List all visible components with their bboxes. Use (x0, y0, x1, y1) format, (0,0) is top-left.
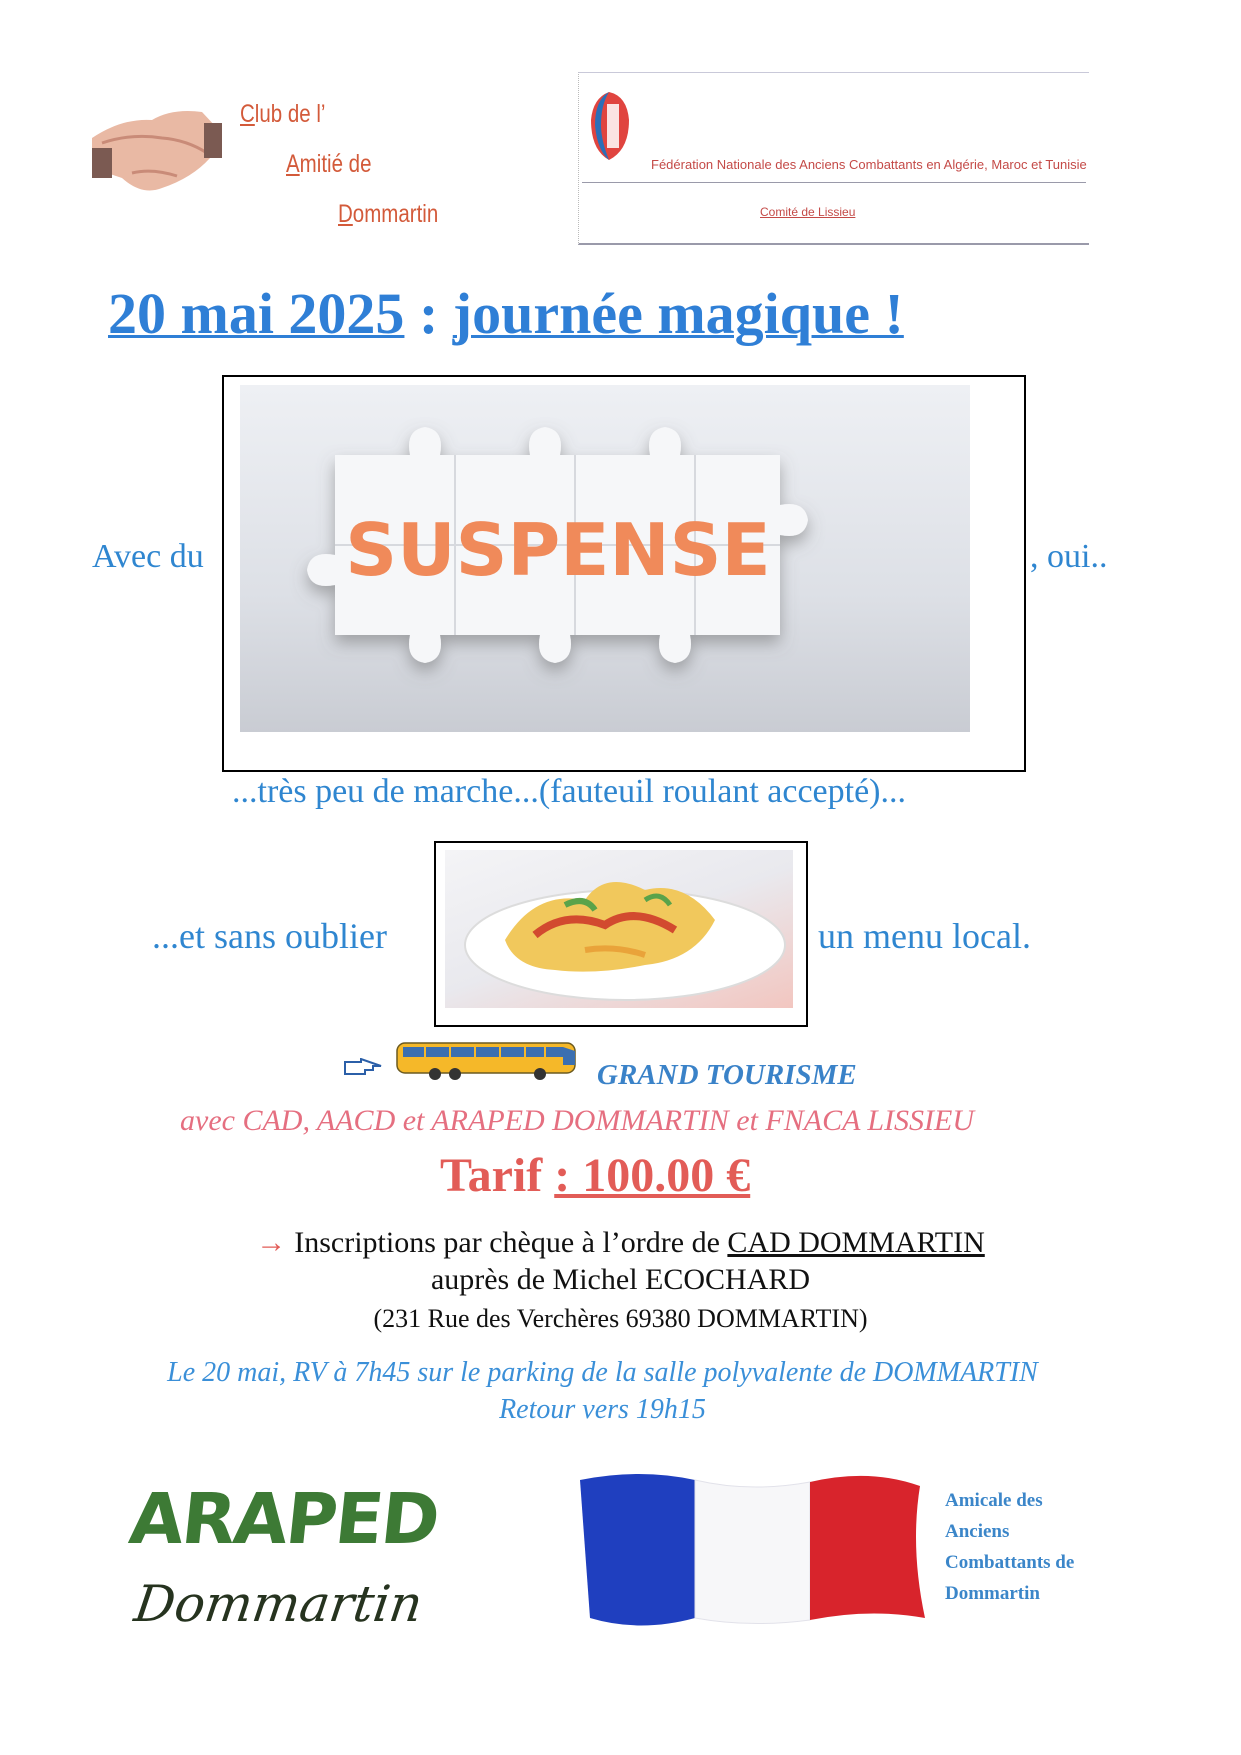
inscriptions-line (0, 1226, 1241, 1260)
amicale-line-3: Combattants de (945, 1552, 1075, 1573)
contact-address: (231 Rue des Verchères 69380 DOMMARTIN) (373, 1304, 868, 1333)
club-line-2: Amitié de (286, 150, 372, 178)
club-line-3: Dommartin (338, 200, 439, 228)
fnaca-name: Fédération Nationale des Anciens Combattants en Algérie, Maroc et Tunisie (651, 157, 1087, 172)
french-flag-icon (580, 1468, 925, 1633)
fnaca-comite: Comité de Lissieu (760, 205, 856, 219)
arrow-right-icon: → (256, 1226, 287, 1259)
tarif-label: Tarif (440, 1149, 555, 1202)
tarif-value: : 100.00 € (554, 1149, 751, 1202)
araped-logo-subtitle: Dommartin (130, 1575, 427, 1633)
suspense-word: SUSPENSE (345, 508, 771, 592)
food-plate-icon (445, 850, 793, 1008)
title-date: 20 mai 2025 (108, 281, 405, 346)
partners-text: avec CAD, AACD et ARAPED DOMMARTIN et FNACA LISSIEU (180, 1104, 975, 1137)
food-image (445, 850, 793, 1008)
page-title (108, 280, 904, 347)
handshake-image (92, 98, 227, 208)
bus-icon (395, 1037, 580, 1082)
menu-before-text: ...et sans oublier (152, 916, 387, 956)
araped-logo-title: ARAPED (125, 1478, 442, 1560)
suspense-after-text: , oui.. (1030, 538, 1108, 575)
suspense-before-text: Avec du (92, 538, 204, 575)
grand-tourisme-label: GRAND TOURISME (597, 1059, 857, 1091)
return-line: Retour vers 19h15 (499, 1394, 706, 1425)
tarif (440, 1148, 750, 1203)
puzzle-icon (240, 385, 970, 732)
club-line-1: Club de l’ (240, 100, 326, 128)
suspense-puzzle-image (240, 385, 970, 732)
payee-name: CAD DOMMARTIN (727, 1226, 985, 1259)
amicale-line-1: Amicale des (945, 1490, 1043, 1511)
rendezvous-line: Le 20 mai, RV à 7h45 sur le parking de la salle polyvalente de DOMMARTIN (167, 1357, 1038, 1388)
pointing-hand-icon (343, 1058, 383, 1078)
amicale-line-2: Anciens (945, 1521, 1010, 1542)
amicale-line-4: Dommartin (945, 1583, 1040, 1604)
menu-after-text: un menu local. (818, 916, 1031, 956)
title-separator: : (404, 281, 453, 346)
fnaca-logo-icon (587, 90, 632, 162)
marche-text: ...très peu de marche...(fauteuil roulant accepté)... (232, 773, 907, 810)
inscriptions-text: Inscriptions par chèque à l’ordre de (294, 1226, 728, 1259)
title-text: journée magique ! (452, 281, 904, 346)
fnaca-divider (582, 182, 1086, 183)
contact-person: auprès de Michel ECOCHARD (430, 1263, 811, 1296)
